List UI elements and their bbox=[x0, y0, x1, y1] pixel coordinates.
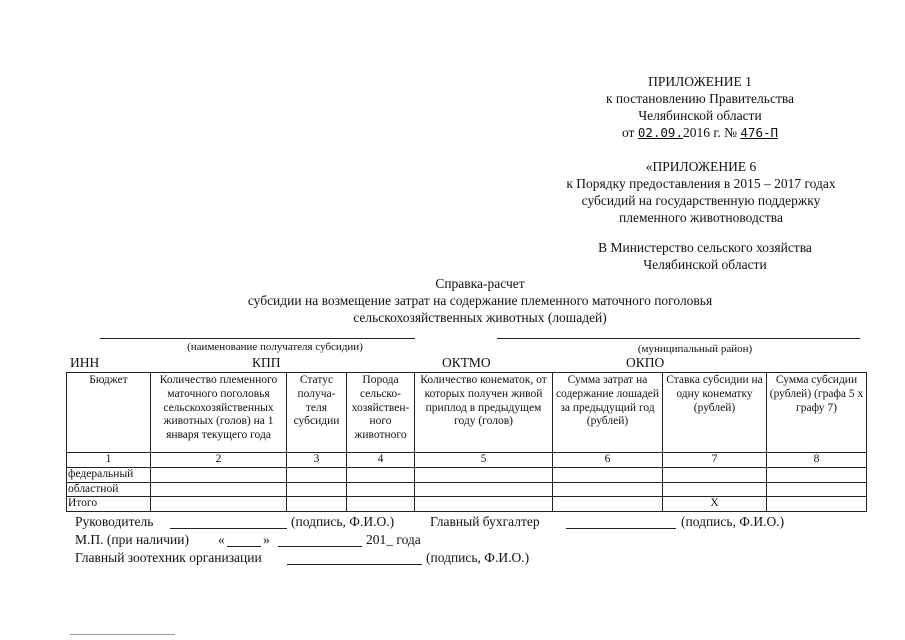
decree-number: 476-П bbox=[740, 125, 779, 140]
table-cell bbox=[151, 497, 287, 512]
recipient-caption: (наименование получателя субсидии) bbox=[187, 341, 363, 353]
table-cell bbox=[553, 482, 663, 497]
table-header-row bbox=[67, 373, 867, 453]
col-number: 2 bbox=[151, 453, 287, 468]
document-title-line3: сельскохозяйственных животных (лошадей) bbox=[353, 310, 607, 325]
date-year-label: 201_ года bbox=[366, 532, 421, 547]
col-number: 4 bbox=[347, 453, 415, 468]
okpo-label: ОКПО bbox=[626, 355, 665, 370]
table-cell bbox=[767, 497, 867, 512]
date-day-line bbox=[227, 546, 261, 547]
document-title-line2: субсидии на возмещение затрат на содержание племенного маточного поголовья bbox=[247, 293, 713, 308]
zootech-signature-caption: (подпись, Ф.И.О.) bbox=[426, 550, 530, 565]
table-cell bbox=[151, 482, 287, 497]
table-cell bbox=[663, 482, 767, 497]
header-rate: Ставка субсидии на одну конематку (рублей) bbox=[663, 373, 767, 453]
recipient-line bbox=[100, 338, 415, 339]
header-breed: Порода сельско-хозяйствен-ного животного bbox=[347, 373, 415, 453]
appendix-1-header bbox=[560, 73, 840, 141]
header-breeding-stock: Количество племенного маточного поголовья сельскохозяйственных животных (голов) на 1 января текущего года bbox=[151, 373, 287, 453]
date-close-quote: » bbox=[263, 532, 270, 547]
district-caption: (муниципальный район) bbox=[637, 343, 753, 355]
accountant-signature-caption: (подпись, Ф.И.О.) bbox=[681, 514, 785, 529]
date-open-quote: « bbox=[218, 532, 225, 547]
header-mares-count: Количество конематок, от которых получен живой приплод в предыдущем году (голов) bbox=[415, 373, 553, 453]
zootech-label: Главный зоотехник организации bbox=[75, 550, 262, 565]
table-cell bbox=[347, 497, 415, 512]
accountant-signature-line bbox=[566, 528, 676, 529]
table-cell bbox=[415, 467, 553, 482]
col-number: 1 bbox=[67, 453, 151, 468]
header-budget: Бюджет bbox=[67, 373, 151, 453]
appendix-1-line3: Челябинской области bbox=[638, 108, 762, 123]
header-recipient-status: Статус получа-теля субсидии bbox=[287, 373, 347, 453]
table-row-total bbox=[67, 497, 867, 512]
appendix-6-line3: субсидий на государственную поддержку bbox=[581, 193, 821, 208]
row-label: областной bbox=[67, 482, 151, 497]
col-number: 3 bbox=[287, 453, 347, 468]
addressee-line2: Челябинской области bbox=[643, 257, 767, 272]
table-row-regional bbox=[67, 482, 867, 497]
appendix-6-header bbox=[540, 158, 862, 226]
table-row-federal bbox=[67, 467, 867, 482]
table-cell bbox=[663, 467, 767, 482]
col-number: 7 bbox=[663, 453, 767, 468]
date-prefix: от bbox=[621, 125, 635, 140]
date-month-line bbox=[278, 546, 362, 547]
col-number: 5 bbox=[415, 453, 553, 468]
table-cell bbox=[287, 482, 347, 497]
date-year: 2016 г. № bbox=[682, 125, 738, 140]
table-cell bbox=[151, 467, 287, 482]
appendix-6-line2: к Порядку предоставления в 2015 – 2017 годах bbox=[566, 176, 836, 191]
col-number: 8 bbox=[767, 453, 867, 468]
addressee-line1: В Министерство сельского хозяйства bbox=[598, 240, 812, 255]
appendix-1-line2: к постановлению Правительства bbox=[605, 91, 795, 106]
header-costs: Сумма затрат на содержание лошадей за предыдущий год (рублей) bbox=[553, 373, 663, 453]
table-cell bbox=[287, 497, 347, 512]
table-cell bbox=[553, 497, 663, 512]
addressee bbox=[560, 239, 850, 273]
table-cell bbox=[767, 482, 867, 497]
table-cell bbox=[347, 467, 415, 482]
header-subsidy-sum: Сумма субсидии (рублей) (графа 5 х графу 7) bbox=[767, 373, 867, 453]
row-label: Итого bbox=[67, 497, 151, 512]
stamp-label: М.П. (при наличии) bbox=[75, 532, 189, 547]
table-cell-x: X bbox=[663, 497, 767, 512]
date-value: 02.09. bbox=[637, 125, 683, 140]
oktmo-label: ОКТМО bbox=[442, 355, 491, 370]
head-label: Руководитель bbox=[75, 514, 154, 529]
table-cell bbox=[415, 497, 553, 512]
row-label: федеральный bbox=[67, 467, 151, 482]
table-cell bbox=[287, 467, 347, 482]
district-line bbox=[497, 338, 860, 339]
accountant-label: Главный бухгалтер bbox=[430, 514, 540, 529]
document-title-line1: Справка-расчет bbox=[435, 276, 525, 291]
table-cell bbox=[347, 482, 415, 497]
calculation-table bbox=[66, 372, 867, 512]
appendix-6-line4: племенного животноводства bbox=[619, 210, 783, 225]
head-signature-line bbox=[170, 528, 287, 529]
table-cell bbox=[767, 467, 867, 482]
table-cell bbox=[553, 467, 663, 482]
kpp-label: КПП bbox=[252, 355, 281, 370]
table-cell bbox=[415, 482, 553, 497]
zootech-signature-line bbox=[287, 564, 422, 565]
inn-label: ИНН bbox=[70, 355, 100, 370]
document-title bbox=[150, 275, 810, 326]
appendix-1-date-line bbox=[560, 124, 840, 141]
head-signature-caption: (подпись, Ф.И.О.) bbox=[291, 514, 395, 529]
col-number: 6 bbox=[553, 453, 663, 468]
appendix-1-title: ПРИЛОЖЕНИЕ 1 bbox=[648, 74, 752, 89]
table-number-row bbox=[67, 453, 867, 468]
appendix-6-title: «ПРИЛОЖЕНИЕ 6 bbox=[645, 159, 757, 174]
footer-line bbox=[70, 634, 175, 635]
